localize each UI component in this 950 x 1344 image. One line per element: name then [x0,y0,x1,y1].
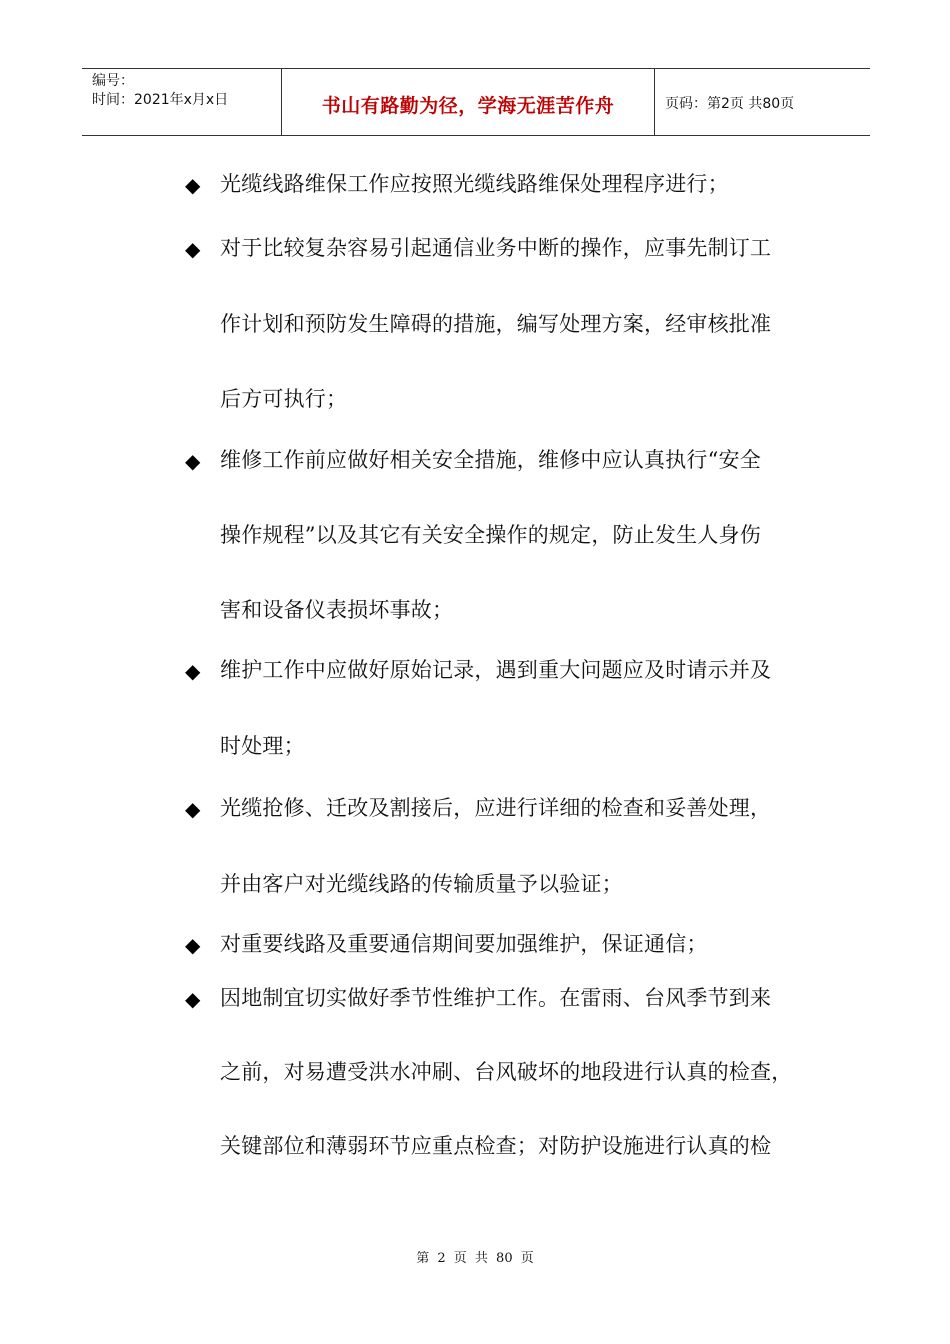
item-line: 光缆抢修、迁改及割接后，应进行详细的检查和妥善处理， [220,796,772,820]
page-footer [0,1247,950,1266]
code-label: 编号： [92,73,134,89]
item-line: 害和设备仪表损坏事故； [220,598,454,622]
item-line: 后方可执行； [220,387,348,411]
diamond-bullet-icon: ◆ [185,797,201,821]
header-motto-cell [281,69,655,135]
footer-page-number: 第 2 页 共 80 页 [416,1251,534,1266]
item-line: 因地制宜切实做好季节性维护工作。在雷雨、台风季节到来 [220,986,772,1010]
item-line: 时处理； [220,734,305,758]
item-line: 并由客户对光缆线路的传输质量予以验证； [220,872,623,896]
header-meta [82,69,281,135]
header-page-cell [655,69,870,135]
page-info: 页码：第2页 共80页 [665,96,795,112]
diamond-bullet-icon: ◆ [185,933,201,957]
item-line: 作计划和预防发生障碍的措施，编写处理方案，经审核批准 [220,312,772,336]
item-line: 关键部位和薄弱环节应重点检查；对防护设施进行认真的检 [220,1134,772,1158]
diamond-bullet-icon: ◆ [185,987,201,1011]
item-line: 操作规程”以及其它有关安全操作的规定，防止发生人身伤 [220,523,761,547]
item-line: 之前，对易遭受洪水冲刷、台风破坏的地段进行认真的检查， [220,1060,793,1084]
time-label: 时间：2021年x月x日 [92,92,229,108]
item-line: 维护工作中应做好原始记录，遇到重大问题应及时请示并及 [220,658,772,682]
item-line: 维修工作前应做好相关安全措施，维修中应认真执行“安全 [220,448,761,472]
item-line: 光缆线路维保工作应按照光缆线路维保处理程序进行； [220,172,729,196]
item-line: 对于比较复杂容易引起通信业务中断的操作，应事先制订工 [220,236,772,260]
diamond-bullet-icon: ◆ [185,659,201,683]
diamond-bullet-icon: ◆ [185,237,201,261]
motto: 书山有路勤为径，学海无涯苦作舟 [321,94,615,117]
page-header [82,68,870,136]
diamond-bullet-icon: ◆ [185,173,201,197]
item-line: 对重要线路及重要通信期间要加强维护，保证通信； [220,932,708,956]
diamond-bullet-icon: ◆ [185,449,201,473]
